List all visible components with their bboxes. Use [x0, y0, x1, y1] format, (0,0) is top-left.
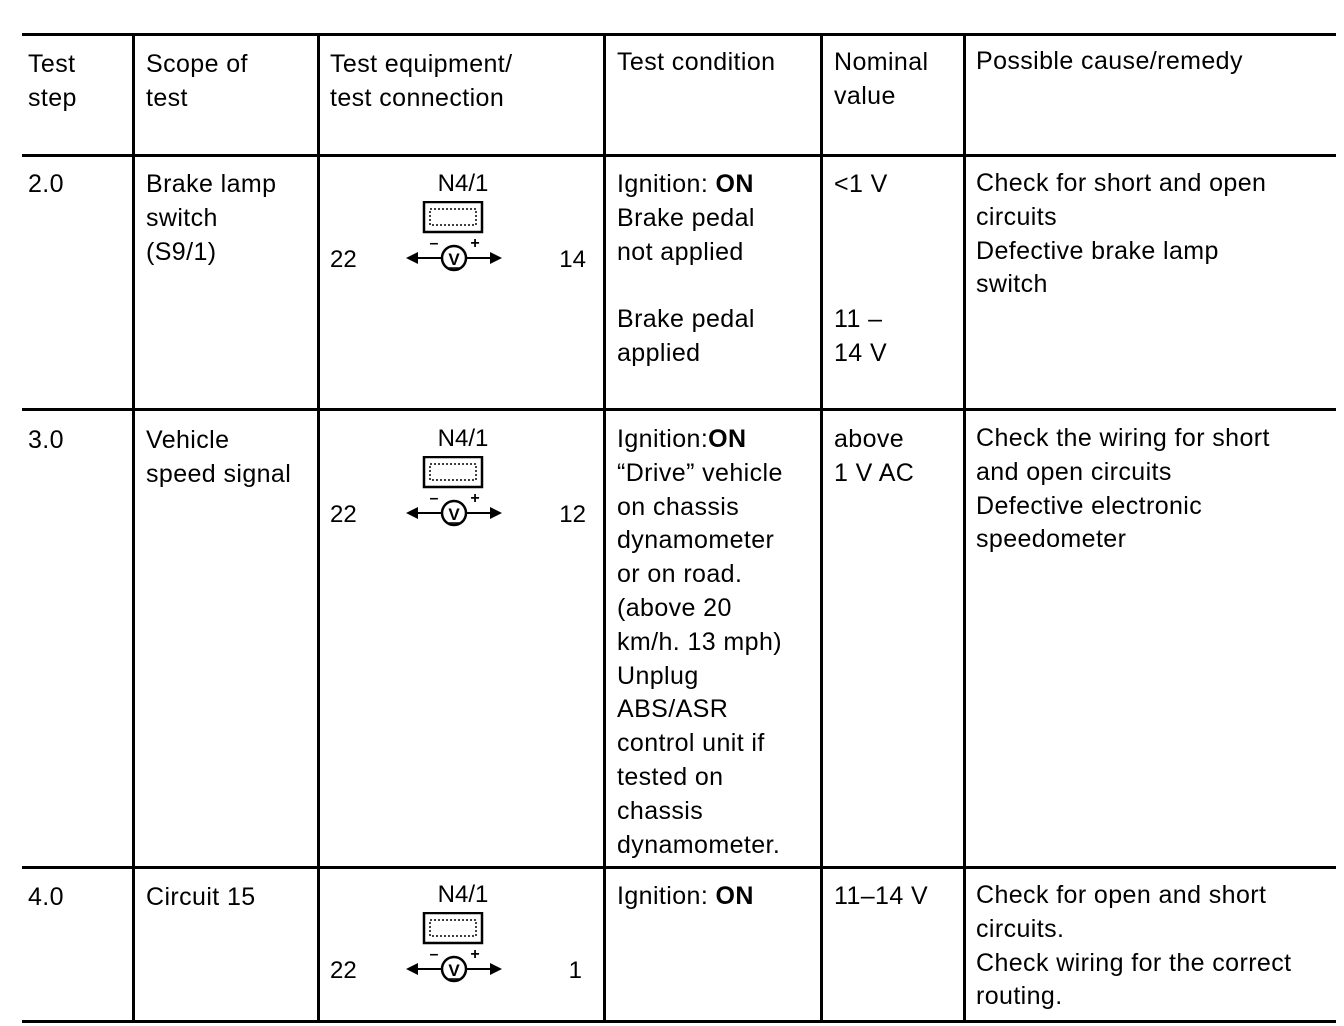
voltmeter-connector-icon	[404, 201, 524, 276]
pin-right: 1	[568, 957, 582, 984]
column-divider	[963, 35, 966, 1023]
condition-prefix: Ignition:	[617, 425, 709, 453]
header-cause: Possible cause/remedy	[976, 47, 1243, 75]
row-3-step: 3.0	[28, 426, 64, 454]
row-2-nominal-b: 11 – 14 V	[834, 305, 888, 367]
row-2-nominal-a: <1 V	[834, 170, 888, 198]
meter-minus: –	[429, 946, 439, 963]
connector-label: N4/1	[437, 881, 489, 908]
table-top-border	[22, 33, 1336, 36]
condition-rest: “Drive” vehicle on chassis dynamometer or on road. (above 20 km/h. 13 mph) Unplug ABS/ASR control unit if tested on chassis dynamometer.	[617, 458, 783, 859]
header-nominal: Nominal value	[834, 48, 929, 110]
row-4-test-connection	[320, 881, 606, 1001]
row-2-condition-b: Brake pedal applied	[617, 305, 755, 367]
pin-left: 22	[330, 246, 357, 273]
row-4-scope: Circuit 15	[146, 883, 256, 911]
row-2-scope: Brake lamp switch (S9/1)	[146, 170, 277, 266]
meter-minus: –	[429, 490, 439, 507]
row-4-nominal: 11–14 V	[834, 882, 929, 910]
meter-plus: +	[470, 235, 480, 252]
row-divider	[22, 408, 1336, 411]
header-condition: Test condition	[617, 48, 776, 76]
row-3-scope: Vehicle speed signal	[146, 426, 292, 488]
row-4-step: 4.0	[28, 883, 64, 911]
row-2-step: 2.0	[28, 170, 64, 198]
header-bottom-border	[22, 154, 1336, 157]
column-divider	[132, 35, 135, 1023]
meter-letter: V	[448, 505, 460, 524]
row-3-nominal: above 1 V AC	[834, 425, 915, 487]
row-3-condition	[617, 423, 783, 862]
meter-minus: –	[429, 235, 439, 252]
condition-prefix: Ignition:	[617, 170, 716, 198]
row-2-test-connection	[320, 170, 606, 290]
row-divider	[22, 866, 1336, 869]
meter-letter: V	[448, 250, 460, 269]
condition-on: ON	[715, 882, 754, 910]
row-3-cause: Check the wiring for short and open circuits Defective electronic speedometer	[976, 424, 1270, 554]
meter-letter: V	[448, 961, 460, 980]
pin-right: 12	[559, 501, 586, 528]
condition-rest: Brake pedal not applied	[617, 203, 755, 266]
meter-plus: +	[470, 946, 480, 963]
voltmeter-connector-icon	[404, 912, 524, 987]
row-3-test-connection	[320, 425, 606, 545]
header-test-step: Test step	[28, 50, 77, 112]
pin-right: 14	[559, 246, 586, 273]
condition-on: ON	[708, 425, 747, 453]
column-divider	[820, 35, 823, 1023]
header-equipment: Test equipment/ test connection	[330, 50, 513, 112]
row-2-cause: Check for short and open circuits Defective brake lamp switch	[976, 169, 1267, 299]
table-bottom-border	[22, 1020, 1336, 1023]
connector-label: N4/1	[437, 425, 489, 452]
meter-plus: +	[470, 490, 480, 507]
condition-on: ON	[715, 170, 754, 198]
connector-label: N4/1	[437, 170, 489, 197]
row-4-cause: Check for open and short circuits. Check wiring for the correct routing.	[976, 881, 1292, 1011]
pin-left: 22	[330, 957, 357, 984]
condition-prefix: Ignition:	[617, 882, 716, 910]
row-2-condition-a	[617, 168, 755, 269]
header-scope: Scope of test	[146, 50, 248, 112]
row-4-condition	[617, 880, 754, 914]
voltmeter-connector-icon	[404, 456, 524, 531]
pin-left: 22	[330, 501, 357, 528]
